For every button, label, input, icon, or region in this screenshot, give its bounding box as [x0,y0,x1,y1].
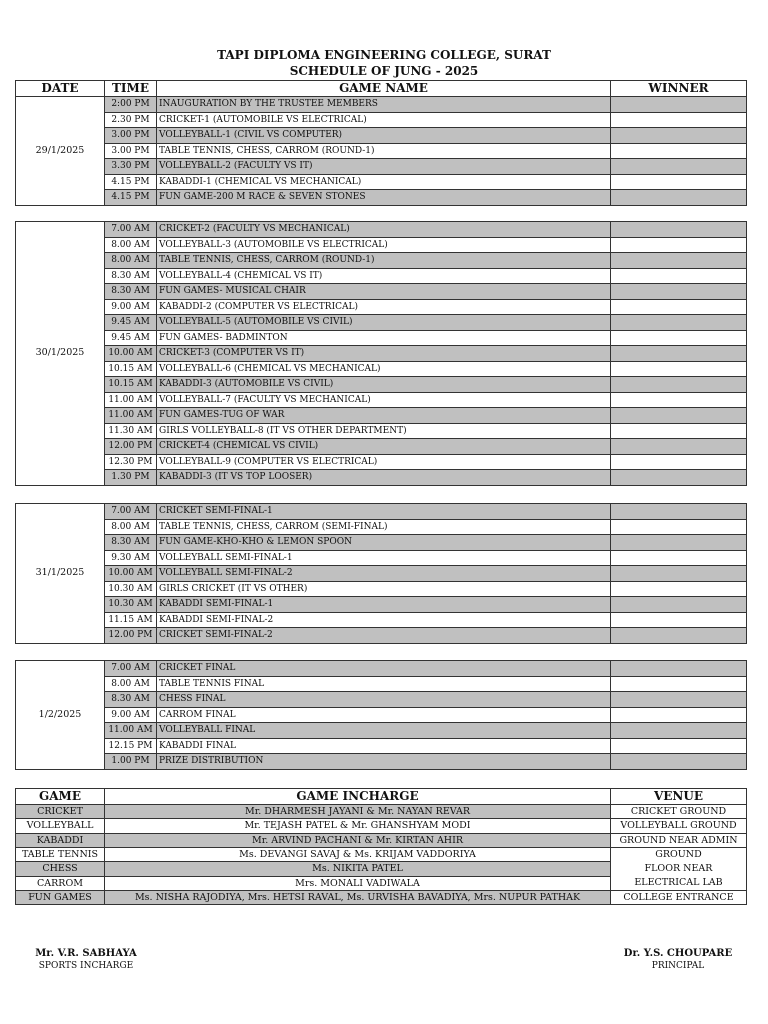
time-cell: 8.30 AM [105,535,157,551]
incharge-cell: Ms. NISHA RAJODIYA, Mrs. HETSI RAVAL, Ms. URVISHA BAVADIYA, Mrs. NUPUR PATHAK [105,890,611,904]
game-name-cell: KABADDI SEMI-FINAL-2 [157,612,611,628]
venue-cell: CRICKET GROUND [611,805,747,819]
game-name-cell: INAUGURATION BY THE TRUSTEE MEMBERS [157,97,611,113]
principal-role: PRINCIPAL [651,961,705,971]
time-cell: 11.00 AM [105,723,157,739]
winner-cell [611,361,747,377]
winner-cell [611,143,747,159]
game-cell: KABADDI [16,833,105,847]
date-cell: 1/2/2025 [16,661,105,770]
winner-cell [611,519,747,535]
schedule-row [16,361,747,377]
time-cell: 2.30 PM [105,112,157,128]
winner-cell [611,454,747,470]
game-name-cell: VOLLEYBALL SEMI-FINAL-1 [157,550,611,566]
game-name-cell: KABADDI-2 (COMPUTER VS ELECTRICAL) [157,299,611,315]
time-cell: 11.15 AM [105,612,157,628]
game-name-cell: CRICKET-1 (AUTOMOBILE VS ELECTRICAL) [157,112,611,128]
winner-cell [611,612,747,628]
time-cell: 7.00 AM [105,504,157,520]
venue-cell: COLLEGE ENTRANCE [611,890,747,904]
incharge-cell: Mr. TEJASH PATEL & Mr. GHANSHYAM MODI [105,819,611,833]
winner-cell [611,237,747,253]
winner-cell [611,315,747,331]
schedule-row [16,628,747,644]
winner-cell [611,676,747,692]
winner-cell [611,97,747,113]
schedule-row [16,408,747,424]
game-cell: CARROM [16,876,105,890]
game-name-header: GAME NAME [157,81,611,97]
game-name-cell: CRICKET SEMI-FINAL-2 [157,628,611,644]
game-name-cell: VOLLEYBALL-2 (FACULTY VS IT) [157,159,611,175]
winner-header: WINNER [611,81,747,97]
game-name-cell: FUN GAME-200 M RACE & SEVEN STONES [157,190,611,206]
schedule-row [16,504,747,520]
winner-cell [611,738,747,754]
time-cell: 8.30 AM [105,692,157,708]
winner-cell [611,566,747,582]
winner-cell [611,253,747,269]
schedule-row [16,330,747,346]
game-name-cell: CRICKET SEMI-FINAL-1 [157,504,611,520]
winner-cell [611,535,747,551]
date-header: DATE [16,81,105,97]
game-name-cell: VOLLEYBALL-4 (CHEMICAL VS IT) [157,268,611,284]
game-name-cell: VOLLEYBALL-5 (AUTOMOBILE VS CIVIL) [157,315,611,331]
winner-cell [611,661,747,677]
principal-signature [620,948,736,971]
game-name-cell: VOLLEYBALL-9 (COMPUTER VS ELECTRICAL) [157,454,611,470]
game-name-cell: CRICKET FINAL [157,661,611,677]
schedule-row [16,128,747,144]
time-cell: 8.30 AM [105,268,157,284]
schedule-row [16,112,747,128]
schedule-row [16,237,747,253]
incharge-cell: Ms. NIKITA PATEL [105,862,611,876]
winner-cell [611,392,747,408]
schedule-row [16,738,747,754]
time-cell: 12.30 PM [105,454,157,470]
winner-cell [611,754,747,770]
game-cell: FUN GAMES [16,890,105,904]
time-cell: 11.30 AM [105,423,157,439]
game-name-cell: KABADDI-3 (IT VS TOP LOOSER) [157,470,611,486]
schedule-table-day-2 [15,221,747,486]
winner-cell [611,190,747,206]
schedule-row [16,566,747,582]
schedule-row [16,268,747,284]
schedule-row [16,222,747,238]
time-cell: 3.00 PM [105,128,157,144]
time-cell: 1.30 PM [105,470,157,486]
schedule-row [16,470,747,486]
incharge-cell: Ms. DEVANGI SAVAJ & Ms. KRIJAM VADDORIYA [105,847,611,861]
time-cell: 8.30 AM [105,284,157,300]
schedule-row [16,612,747,628]
game-name-cell: VOLLEYBALL-7 (FACULTY VS MECHANICAL) [157,392,611,408]
date-cell: 29/1/2025 [16,97,105,206]
time-cell: 10.30 AM [105,597,157,613]
game-name-cell: FUN GAMES-TUG OF WAR [157,408,611,424]
game-name-cell: GIRLS CRICKET (IT VS OTHER) [157,581,611,597]
incharge-row [16,847,747,861]
game-name-cell: KABADDI-1 (CHEMICAL VS MECHANICAL) [157,174,611,190]
winner-cell [611,581,747,597]
schedule-row [16,423,747,439]
time-cell: 10.00 AM [105,566,157,582]
time-cell: 9.45 AM [105,330,157,346]
winner-cell [611,550,747,566]
schedule-row [16,346,747,362]
game-header: GAME [16,789,105,805]
game-name-cell: VOLLEYBALL SEMI-FINAL-2 [157,566,611,582]
schedule-table-day-3 [15,503,747,644]
time-cell: 8.00 AM [105,676,157,692]
schedule-row [16,707,747,723]
game-name-cell: VOLLEYBALL-1 (CIVIL VS COMPUTER) [157,128,611,144]
schedule-row [16,190,747,206]
schedule-row [16,439,747,455]
incharge-cell: Mrs. MONALI VADIWALA [105,876,611,890]
game-name-cell: KABADDI SEMI-FINAL-1 [157,597,611,613]
time-cell: 9.30 AM [105,550,157,566]
sports-incharge-role: SPORTS INCHARGE [38,961,134,971]
time-cell: 9.00 AM [105,299,157,315]
game-name-cell: CRICKET-4 (CHEMICAL VS CIVIL) [157,439,611,455]
time-cell: 10.15 AM [105,361,157,377]
schedule-row [16,723,747,739]
game-cell: CHESS [16,862,105,876]
schedule-table-day-4 [15,660,747,770]
winner-cell [611,330,747,346]
game-name-cell: FUN GAMES- MUSICAL CHAIR [157,284,611,300]
time-cell: 10.15 AM [105,377,157,393]
game-name-cell: VOLLEYBALL-6 (CHEMICAL VS MECHANICAL) [157,361,611,377]
schedule-row [16,597,747,613]
schedule-row [16,377,747,393]
college-title: TAPI DIPLOMA ENGINEERING COLLEGE, SURAT [217,48,551,62]
winner-cell [611,628,747,644]
game-name-cell: CHESS FINAL [157,692,611,708]
schedule-row [16,754,747,770]
winner-cell [611,408,747,424]
venue-cell: VOLLEYBALL GROUND [611,819,747,833]
time-cell: 7.00 AM [105,661,157,677]
time-cell: 11.00 AM [105,392,157,408]
incharge-header-row [16,789,747,805]
schedule-row [16,535,747,551]
venue-cell-merged [611,847,747,890]
game-name-cell: TABLE TENNIS, CHESS, CARROM (SEMI-FINAL) [157,519,611,535]
winner-cell [611,377,747,393]
winner-cell [611,504,747,520]
game-name-cell: GIRLS VOLLEYBALL-8 (IT VS OTHER DEPARTMENT) [157,423,611,439]
game-name-cell: TABLE TENNIS FINAL [157,676,611,692]
sports-incharge-name: Mr. V.R. SABHAYA [35,948,137,959]
schedule-title: SCHEDULE OF JUNG - 2025 [289,64,479,78]
principal-name: Dr. Y.S. CHOUPARE [623,948,733,959]
schedule-row [16,581,747,597]
game-cell: VOLLEYBALL [16,819,105,833]
game-name-cell: TABLE TENNIS, CHESS, CARROM (ROUND-1) [157,253,611,269]
game-name-cell: CRICKET-3 (COMPUTER VS IT) [157,346,611,362]
time-cell: 1.00 PM [105,754,157,770]
game-name-cell: FUN GAME-KHO-KHO & LEMON SPOON [157,535,611,551]
time-cell: 2:00 PM [105,97,157,113]
schedule-row [16,299,747,315]
schedule-row [16,676,747,692]
time-cell: 11.00 AM [105,408,157,424]
winner-cell [611,692,747,708]
time-cell: 4.15 PM [105,174,157,190]
game-cell: TABLE TENNIS [16,847,105,861]
game-name-cell: KABADDI-3 (AUTOMOBILE VS CIVIL) [157,377,611,393]
winner-cell [611,423,747,439]
winner-cell [611,439,747,455]
winner-cell [611,470,747,486]
date-cell: 31/1/2025 [16,504,105,644]
winner-cell [611,707,747,723]
venue-cell: GROUND NEAR ADMIN [611,833,747,847]
time-cell: 9.45 AM [105,315,157,331]
schedule-row [16,454,747,470]
schedule-row [16,692,747,708]
incharge-cell: Mr. ARVIND PACHANI & Mr. KIRTAN AHIR [105,833,611,847]
winner-cell [611,268,747,284]
time-cell: 10.00 AM [105,346,157,362]
time-cell: 10.30 AM [105,581,157,597]
game-name-cell: TABLE TENNIS, CHESS, CARROM (ROUND-1) [157,143,611,159]
time-header: TIME [105,81,157,97]
schedule-row [16,174,747,190]
game-incharge-header: GAME INCHARGE [105,789,611,805]
game-name-cell: CRICKET-2 (FACULTY VS MECHANICAL) [157,222,611,238]
venue-line: ELECTRICAL LAB [634,876,723,888]
schedule-row [16,392,747,408]
winner-cell [611,159,747,175]
game-name-cell: FUN GAMES- BADMINTON [157,330,611,346]
time-cell: 12.15 PM [105,738,157,754]
sports-incharge-signature [30,948,142,971]
time-cell: 12.00 PM [105,439,157,455]
schedule-row [16,97,747,113]
time-cell: 8.00 AM [105,519,157,535]
incharge-row [16,805,747,819]
date-cell: 30/1/2025 [16,222,105,486]
incharge-row [16,890,747,904]
time-cell: 8.00 AM [105,237,157,253]
time-cell: 7.00 AM [105,222,157,238]
winner-cell [611,174,747,190]
schedule-row [16,315,747,331]
schedule-table-day-1 [15,80,747,206]
winner-cell [611,222,747,238]
incharge-row [16,819,747,833]
time-cell: 3.00 PM [105,143,157,159]
time-cell: 9.00 AM [105,707,157,723]
schedule-header-row [16,81,747,97]
game-name-cell: KABADDI FINAL [157,738,611,754]
schedule-row [16,550,747,566]
winner-cell [611,346,747,362]
game-name-cell: CARROM FINAL [157,707,611,723]
time-cell: 4.15 PM [105,190,157,206]
schedule-row [16,284,747,300]
incharge-cell: Mr. DHARMESH JAYANI & Mr. NAYAN REVAR [105,805,611,819]
time-cell: 12.00 PM [105,628,157,644]
game-name-cell: VOLLEYBALL-3 (AUTOMOBILE VS ELECTRICAL) [157,237,611,253]
winner-cell [611,597,747,613]
winner-cell [611,128,747,144]
venue-line: FLOOR NEAR [644,862,713,874]
schedule-row [16,519,747,535]
time-cell: 3.30 PM [105,159,157,175]
game-name-cell: PRIZE DISTRIBUTION [157,754,611,770]
game-cell: CRICKET [16,805,105,819]
schedule-row [16,159,747,175]
schedule-row [16,143,747,159]
schedule-row [16,253,747,269]
venue-line: GROUND [655,848,702,860]
venue-header: VENUE [611,789,747,805]
incharge-table [15,788,747,905]
incharge-row [16,833,747,847]
game-name-cell: VOLLEYBALL FINAL [157,723,611,739]
winner-cell [611,723,747,739]
winner-cell [611,299,747,315]
time-cell: 8.00 AM [105,253,157,269]
winner-cell [611,112,747,128]
schedule-row [16,661,747,677]
winner-cell [611,284,747,300]
